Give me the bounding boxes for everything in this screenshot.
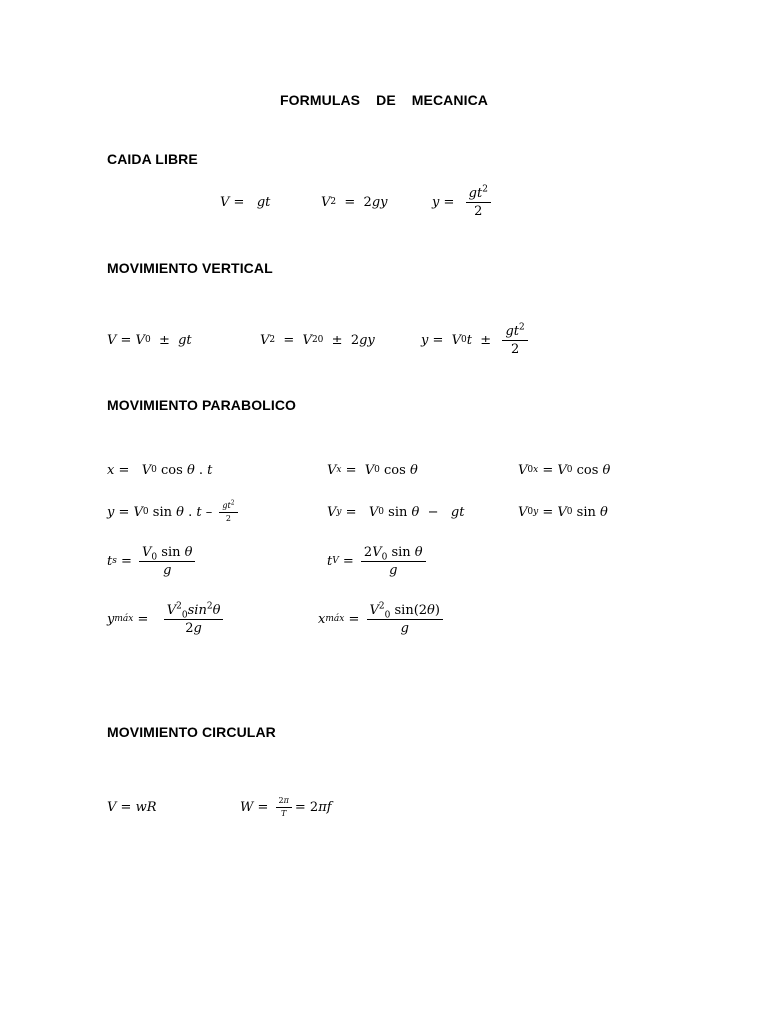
formula-parabolico-y: y = V 0 sin θ . t – $\frac{gt^2}{2}$ xyxy=(107,497,241,527)
formula-parabolico-vy: V y = V 0 sin θ − gt xyxy=(327,504,465,520)
formula-vertical-altura: y = V 0 t ± $\frac{gt^2}{2}$ xyxy=(421,318,531,362)
section-heading-movimiento-parabolico: MOVIMIENTO PARABOLICO xyxy=(107,397,297,413)
section-heading-caida-libre: CAIDA LIBRE xyxy=(107,151,198,167)
formula-parabolico-v0y: V 0y = V 0 sin θ xyxy=(518,504,608,520)
formula-parabolico-v0x: V 0x = V 0 cos θ xyxy=(518,462,611,478)
formula-vertical-velocidad-cuadrada: V 2 = V 2 0 ± 2 gy xyxy=(260,332,375,348)
formula-caida-altura: y = $\frac{gt^2}{2}$ xyxy=(432,180,494,224)
formula-caida-velocidad-cuadrada: V 2 = 2 gy xyxy=(321,194,388,210)
formula-parabolico-alcance-maximo: x máx = $\frac{V^2_0 \sin(2\theta)}{g}$ xyxy=(318,597,446,641)
section-heading-movimiento-circular: MOVIMIENTO CIRCULAR xyxy=(107,724,276,740)
formula-parabolico-vx: V x = V 0 cos θ xyxy=(327,462,418,478)
formula-parabolico-altura-maxima: y máx = $\frac{V^2_0\sin^2\theta}{2g}$ xyxy=(107,597,226,641)
section-heading-movimiento-vertical: MOVIMIENTO VERTICAL xyxy=(107,260,273,276)
formula-parabolico-tiempo-vuelo: t V = $\frac{2V_0 \sin \theta}{g}$ xyxy=(327,540,429,582)
formula-parabolico-tiempo-subida: t s = $\frac{V_0 \sin \theta}{g}$ xyxy=(107,540,198,582)
formula-circular-velocidad-angular: W = $\frac{2\pi}{T}$ = 2 πf xyxy=(240,795,332,818)
formula-circular-velocidad: V = wR xyxy=(107,799,157,815)
formula-vertical-velocidad: V = V 0 ± gt xyxy=(107,332,192,348)
formula-caida-velocidad: V = gt xyxy=(220,194,271,210)
page-title: FORMULAS DE MECANICA xyxy=(280,92,488,108)
formula-parabolico-x: x = V 0 cos θ . t xyxy=(107,462,213,478)
